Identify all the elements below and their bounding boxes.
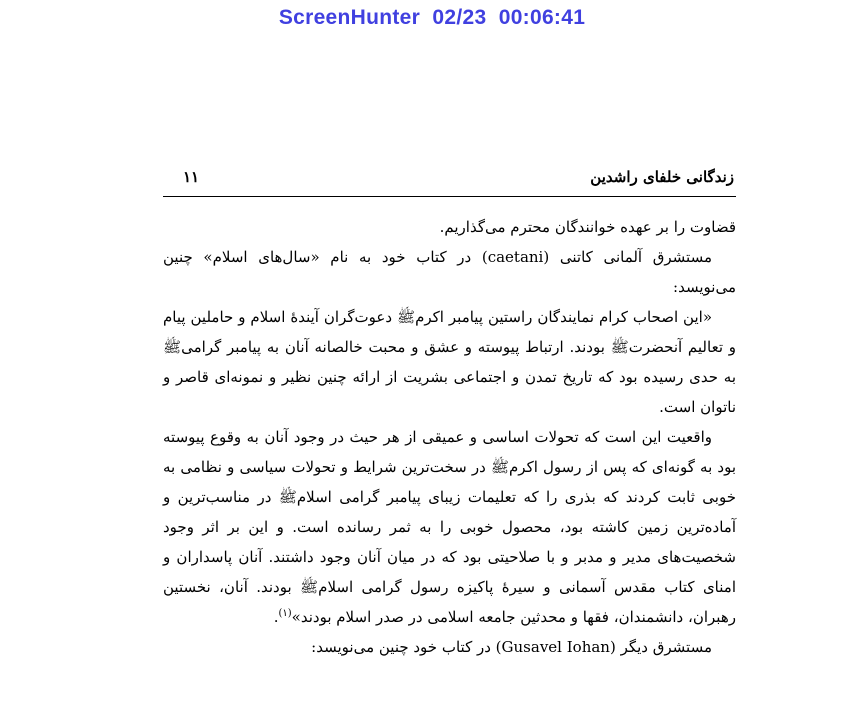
page-number: ۱۱	[183, 168, 200, 186]
paragraph-text: قضاوت را بر عهده خوانندگان محترم می‌گذاریم.	[439, 218, 736, 236]
document-body	[163, 212, 736, 662]
paragraph-text: «این اصحاب کرام نمایندگان راستین پیامبر اکرمﷺ دعوت‌گران آیندۀ اسلام و حاملین پیام و تعالیم آنحضرتﷺ بودند. ارتباط پیوسته و عشق و محبت خالصانه آنان به پیامبر گرامیﷺ به حدی رسیده بود که تاریخ تمدن و اجتماعی بشریت از ارائه چنین نظیر و نمونه‌ای قاصر و ناتوان است.	[163, 308, 736, 416]
footnote-reference[interactable]: (۱)	[278, 608, 292, 619]
paragraph	[163, 302, 736, 422]
header-rule	[163, 196, 736, 197]
paragraph	[163, 422, 736, 632]
paragraph-text: مستشرق دیگر (Gusavel Iohan) در کتاب خود چنین می‌نویسد:	[311, 638, 712, 656]
paragraph	[163, 212, 736, 242]
screenhunter-timestamp: ScreenHunter 02/23 00:06:41	[278, 6, 586, 29]
running-title: زندگانی خلفای راشدین	[590, 168, 734, 186]
paragraph-tail: .	[273, 608, 279, 626]
paragraph-text: مستشرق آلمانی کاتنی (caetani) در کتاب خود به نام «سال‌های اسلام» چنین می‌نویسد:	[163, 248, 736, 296]
paragraph	[163, 242, 736, 302]
paragraph	[163, 632, 736, 662]
running-header	[163, 168, 736, 196]
paragraph-text: واقعیت این است که تحولات اساسی و عمیقی از هر حیث در وجود آنان به وقوع پیوسته بود به گونه‌ای که پس از رسول اکرمﷺ در سخت‌ترین شرایط و تحولات سیاسی و نظامی به خوبی ثابت کردند که بذری را که تعلیمات زیبای پیامبر گرامی اسلامﷺ در مناسب‌ترین و آماده‌ترین زمین کاشته بود، محصول خوبی را به ثمر رسانده است. و این بر اثر وجود شخصیت‌های مدیر و مدبر و با صلاحیتی بود که در میان آنان وجود داشتند. آنان پاسداران و امنای کتاب مقدس آسمانی و سیرۀ پاکیزه رسول گرامی اسلامﷺ بودند. آنان، نخستین رهبران، دانشمندان، فقها و محدثین جامعه اسلامی در صدر اسلام بودند»	[163, 428, 736, 626]
